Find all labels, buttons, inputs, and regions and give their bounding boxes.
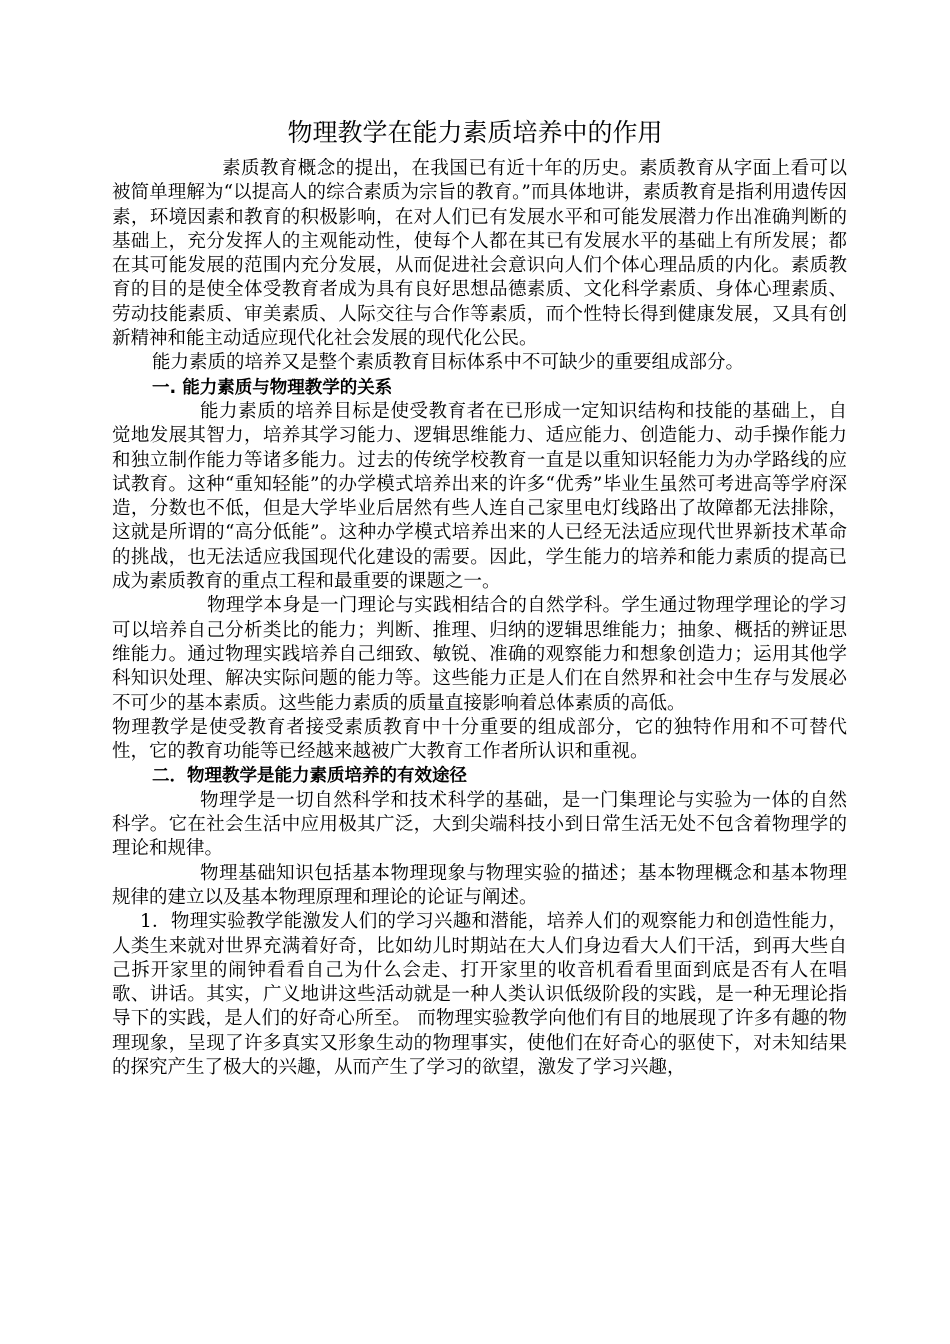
paragraph-experiment-teaching: 1．物理实验教学能激发人们的学习兴趣和潜能，培养人们的观察能力和创造性能力，人类生来就对世界充满着好奇，比如幼儿时期站在大人们身边看大人们干活，到再大些自己拆开家里的闹钟看看自己为什么会走、打开家里的收音机看看里面到底是否有人在唱歌、讲话。其实，广义地讲这些活动就是一种人类认识低级阶段的实践，是一种无理论指导下的实践，是人们的好奇心所至。 而物理实验教学向他们有目的地展现了许多有趣的物理现象，呈现了许多真实又形象生动的物理事实，使他们在好奇心的驱使下，对未知结果的探究产生了极大的兴趣，从而产生了学习的欲望，激发了学习兴趣， (112, 911, 847, 1078)
section-heading-2: 二．物理教学是能力素质培养的有效途径 (152, 766, 467, 787)
paragraph-ability-part: 能力素质的培养又是整个素质教育目标体系中不可缺少的重要组成部分。 (152, 352, 745, 374)
document-body (112, 157, 847, 1080)
paragraph-basic-knowledge: 物理基础知识包括基本物理现象与物理实验的描述；基本物理概念和基本物理规律的建立以及基本物理原理和理论的论证与阐述。 (112, 862, 847, 908)
paragraph-ability-goal: 能力素质的培养目标是使受教育者在已形成一定知识结构和技能的基础上，自觉地发展其智力，培养其学习能力、逻辑思维能力、适应能力、创造能力、动手操作能力和独立制作能力等诸多能力。过去的传统学校教育一直是以重知识轻能力为办学路线的应试教育。这种“重知轻能”的办学模式培养出来的许多“优秀”毕业生虽然可考进高等学府深造，分数也不低，但是大学毕业后居然有些人连自己家里电灯线路出了故障都无法排除，这就是所谓的“高分低能”。这种办学模式培养出来的人已经无法适应现代世界新技术革命的挑战，也无法适应我国现代化建设的需要。因此，学生能力的培养和能力素质的提高已成为素质教育的重点工程和最重要的课题之一。 (112, 400, 847, 593)
paragraph-intro: 素质教育概念的提出，在我国已有近十年的历史。素质教育从字面上看可以被简单理解为“以提高人的综合素质为宗旨的教育。”而具体地讲，素质教育是指利用遗传因素，环境因素和教育的积极影响，在对人们已有发展水平和可能发展潜力作出准确判断的基础上，充分发挥人的主观能动性，使每个人都在其已有发展水平的基础上有所发展；都在其可能发展的范围内充分发展，从而促进社会意识向人们个体心理品质的内化。素质教育的目的是使全体受教育者成为具有良好思想品德素质、文化科学素质、身体心理素质、劳动技能素质、审美素质、人际交往与合作等素质，而个性特长得到健康发展，又具有创新精神和能主动适应现代化社会发展的现代化公民。 (112, 158, 847, 350)
paragraph-physics-foundation: 物理学是一切自然科学和技术科学的基础，是一门集理论与实验为一体的自然科学。它在社会生活中应用极其广泛，大到尖端科技小到日常生活无处不包含着物理学的理论和规律。 (112, 789, 847, 860)
paragraph-physics-nature: 物理学本身是一门理论与实践相结合的自然学科。学生通过物理学理论的学习可以培养自己分析类比的能力；判断、推理、归纳的逻辑思维能力；抽象、概括的辨证思维能力。通过物理实践培养自己细致、敏锐、准确的观察能力和想象创造力；运用其他学科知识处理、解决实际问题的能力等。这些能力正是人们在自然界和社会中生存与发展必不可少的基本素质。这些能力素质的质量直接影响着总体素质的高低。 (112, 595, 847, 714)
section-heading-1: 一. 能力素质与物理教学的关系 (152, 377, 393, 398)
paragraph-physics-teaching: 物理教学是使受教育者接受素质教育中十分重要的组成部分，它的独特作用和不可替代性，它的教育功能等已经越来越被广大教育工作者所认识和重视。 (112, 716, 847, 763)
document-title: 物理教学在能力素质培养中的作用 (287, 118, 663, 147)
